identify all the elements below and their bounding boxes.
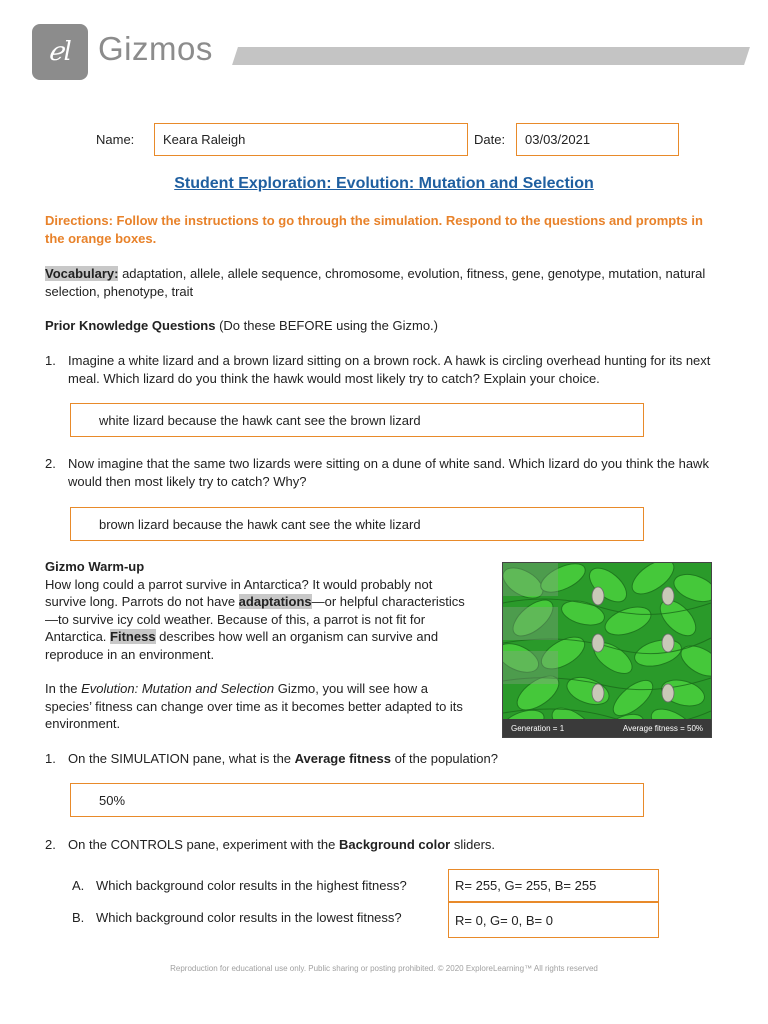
question-text-part: On the CONTROLS pane, experiment with the: [68, 837, 339, 852]
logo-glyph: ℯl: [48, 37, 72, 67]
answer-box-fitness[interactable]: 50%: [70, 783, 644, 817]
prior-heading-note: (Do these BEFORE using the Gizmo.): [215, 318, 438, 333]
date-field[interactable]: 03/03/2021: [516, 123, 679, 156]
warmup-text: Gizmo, you will see how a species’ fitness can change over time as it becomes better adapted to its environment.: [45, 681, 463, 731]
sub-question-letter: B.: [72, 910, 85, 925]
page-title: Student Exploration: Evolution: Mutation and Selection: [174, 175, 594, 192]
question-number: 2.: [45, 837, 56, 852]
sim-question-1: [45, 750, 735, 768]
header-decorative-bar: [232, 47, 750, 65]
prior-heading-text: Prior Knowledge Questions: [45, 318, 216, 333]
warmup-paragraph-1: [45, 576, 465, 664]
explorelearning-logo: [32, 24, 88, 80]
question-text-part: sliders.: [450, 837, 496, 852]
answer-box-1[interactable]: white lizard because the hawk cant see the brown lizard: [70, 403, 644, 437]
sub-question-b: [72, 910, 402, 925]
sub-question-letter: A.: [72, 878, 85, 893]
sim-question-2: [45, 836, 735, 854]
answer-box-lowest-fitness[interactable]: R= 0, G= 0, B= 0: [448, 902, 659, 938]
gizmo-name: Evolution: Mutation and Selection: [81, 681, 275, 696]
leaf-background-image: [503, 563, 711, 737]
question-text: [68, 750, 498, 768]
vocabulary-paragraph: [45, 265, 725, 301]
question-number: 2.: [45, 456, 56, 471]
question-text: Now imagine that the same two lizards were sitting on a dune of white sand. Which lizard do you think the hawk would then most likely try to catch? Why?: [68, 456, 709, 489]
question-keyword: Background color: [338, 837, 451, 852]
term-fitness: Fitness: [110, 629, 156, 644]
warmup-text: How long could a parrot survive in Antarctica? It would probably not survive long. Parrots do not have: [45, 576, 433, 609]
warmup-text: In the: [45, 681, 82, 696]
warmup-text: —or helpful characteristics—to survive icy cold weather. Because of this, a parrot is not fit for Antarctica.: [45, 594, 465, 644]
name-field[interactable]: Keara Raleigh: [154, 123, 468, 156]
question-text-part: On the SIMULATION pane, what is the: [68, 751, 295, 766]
prior-question-2: [45, 455, 735, 491]
date-label: Date:: [474, 132, 506, 147]
name-label: Name:: [96, 132, 135, 147]
warmup-text: describes how well an organism can survive and reproduce in an environment.: [45, 629, 439, 662]
vocabulary-list: adaptation, allele, allele sequence, chromosome, evolution, fitness, gene, genotype, mutation, natural selection, phenotype, trait: [45, 266, 706, 299]
warmup-paragraph-2: [45, 680, 465, 733]
vocabulary-label: Vocabulary:: [45, 266, 119, 281]
question-number: 1.: [45, 353, 56, 368]
sub-question-text: Which background color results in the lowest fitness?: [96, 910, 402, 925]
generation-readout: Generation = 1: [511, 723, 565, 733]
warmup-heading: Gizmo Warm-up: [45, 559, 145, 574]
simulation-caption-bar: [503, 719, 711, 737]
answer-box-highest-fitness[interactable]: R= 255, G= 255, B= 255: [448, 869, 659, 902]
directions-text: Directions: Follow the instructions to go through the simulation. Respond to the questions and prompts in the orange boxes.: [45, 213, 703, 246]
brand-name: Gizmos: [98, 30, 213, 67]
question-text-part: of the population?: [390, 751, 498, 766]
question-text: [68, 836, 495, 854]
term-adaptations: adaptations: [238, 594, 312, 609]
question-number: 1.: [45, 751, 56, 766]
question-text: Imagine a white lizard and a brown lizard sitting on a brown rock. A hawk is circling overhead hunting for its next meal. Which lizard do you think the hawk would most likely try to catch? Explain your choice.: [68, 353, 711, 386]
answer-box-2[interactable]: brown lizard because the hawk cant see the white lizard: [70, 507, 644, 541]
prior-knowledge-heading: [45, 318, 725, 333]
warmup-section: [45, 558, 465, 733]
average-fitness-readout: Average fitness = 50%: [622, 723, 703, 733]
sub-question-a: [72, 878, 407, 893]
simulation-screenshot: [502, 562, 712, 738]
question-keyword: Average fitness: [294, 751, 391, 766]
prior-question-1: [45, 352, 735, 388]
copyright-footer: Reproduction for educational use only. Public sharing or posting prohibited. © 2020 ExploreLearning™ All rights reserved: [170, 964, 598, 973]
sub-question-text: Which background color results in the highest fitness?: [96, 878, 407, 893]
